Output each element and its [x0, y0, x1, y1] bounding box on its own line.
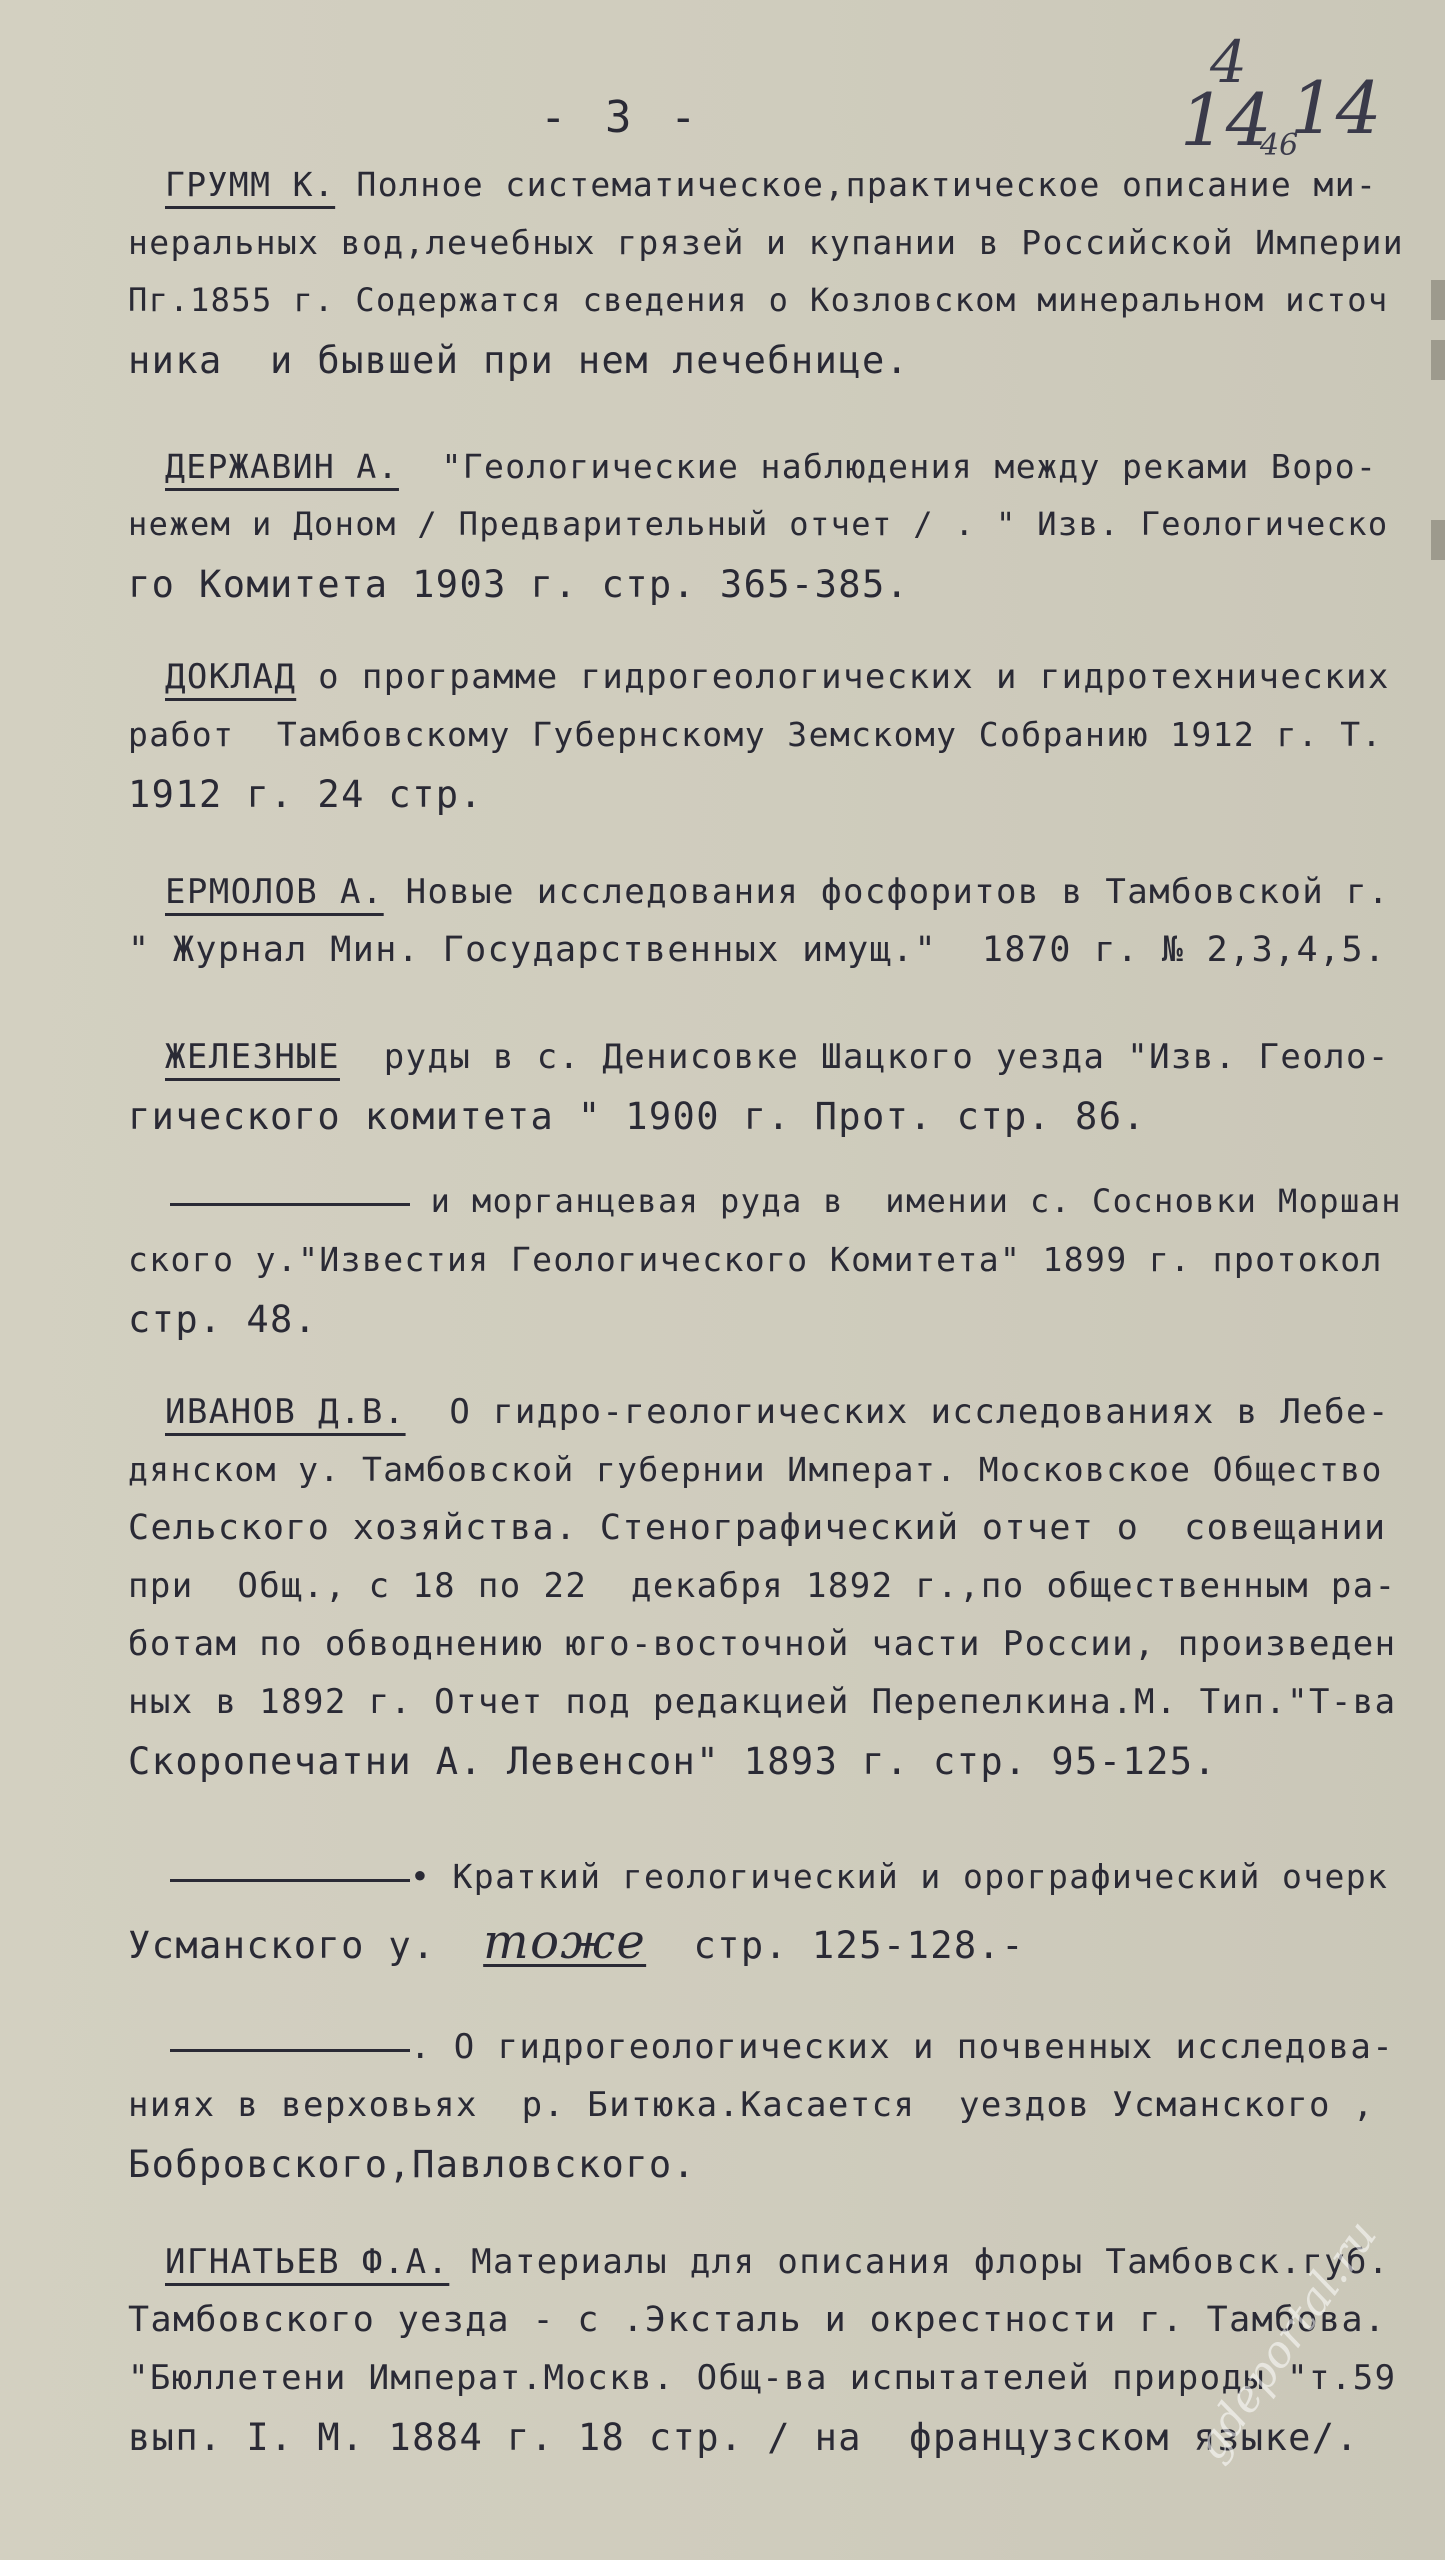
entry-text: "Геологические наблюдения между реками Воро- — [398, 447, 1378, 486]
entry-text: ниях в верховьях р. Битюка.Касается уездов Усманского , — [128, 2085, 1375, 2125]
entry-text: неральных вод,лечебных грязей и купании в Российской Империи — [128, 223, 1405, 262]
entry-text: Тамбовского уезда - с .Эксталь и окрестности г. Тамбова. — [128, 2300, 1387, 2340]
entry-line — [128, 1240, 1383, 1279]
entry-line — [128, 563, 910, 606]
entry-line — [165, 2242, 1390, 2282]
entry-text: О гидро-геологических исследованиях в Лебе- — [405, 1392, 1390, 1432]
entry-line — [128, 715, 1383, 754]
entry-line — [128, 281, 1389, 319]
ditto-dash — [170, 1203, 410, 1206]
entry-text: дянском у. Тамбовской губернии Императ. Московское Общество — [128, 1450, 1383, 1489]
entry-line — [170, 2027, 1395, 2067]
entry-text: ника и бывшей при нем лечебнице. — [128, 339, 910, 382]
watermark: gdeportal.ru — [1185, 2211, 1388, 2470]
entry-line — [128, 1682, 1397, 1722]
entry-line — [128, 1624, 1397, 1664]
page-number: - 3 - — [540, 92, 703, 143]
entry-line — [128, 2358, 1397, 2398]
entry-text: ского у."Известия Геологического Комитета" 1899 г. протокол — [128, 1240, 1383, 1279]
archive-mark-4: 46 — [1260, 128, 1299, 163]
entry-line — [165, 1392, 1390, 1432]
entry-text: 1912 г. 24 стр. — [128, 773, 484, 816]
entry-text: руды в с. Денисовке Шацкого уезда "Изв. Геоло- — [339, 1037, 1390, 1077]
entry-line — [128, 1450, 1383, 1489]
edge-mark — [1431, 340, 1445, 380]
entry-line — [128, 773, 484, 816]
entry-line — [128, 223, 1405, 262]
entry-author: ИГНАТЬЕВ Ф.А. — [165, 2242, 450, 2282]
entry-text: " Журнал Мин. Государственных имущ." 1870 г. № 2,3,4,5. — [128, 930, 1387, 970]
archive-mark-1: 4 — [1210, 28, 1247, 96]
entry-line — [128, 930, 1387, 970]
entry-text: • Краткий геологический и орографический очерк — [410, 1857, 1389, 1896]
archive-mark-3: 14 — [1290, 66, 1382, 150]
entry-author: ЕРМОЛОВ А. — [165, 872, 384, 912]
entry-line — [128, 2143, 697, 2186]
ditto-dash — [170, 2049, 410, 2052]
entry-author: ИВАНОВ Д.В. — [165, 1392, 406, 1432]
entry-line — [128, 1095, 1147, 1138]
handwritten-insertion: тоже — [483, 1914, 647, 1970]
entry-text-tail: стр. 125-128.- — [646, 1924, 1025, 1967]
entry-text: о программе гидрогеологических и гидротехнических — [296, 657, 1390, 697]
entry-text: работ Тамбовскому Губернскому Земскому Собранию 1912 г. Т. — [128, 715, 1383, 754]
entry-line — [128, 1914, 1025, 1970]
entry-text: Усманского у. — [128, 1924, 436, 1967]
entry-line — [170, 1182, 1402, 1220]
entry-line — [165, 657, 1390, 697]
entry-text: Пг.1855 г. Содержатся сведения о Козловском минеральном источ — [128, 281, 1389, 319]
edge-mark — [1431, 520, 1445, 560]
entry-line — [128, 339, 910, 382]
ditto-dash — [170, 1879, 410, 1882]
entry-text: и морганцевая руда в имении с. Сосновки Моршан — [410, 1182, 1402, 1220]
entry-text: при Общ., с 18 по 22 декабря 1892 г.,по общественным ра- — [128, 1566, 1397, 1606]
entry-author: ГРУММ К. — [165, 165, 336, 204]
entry-line — [128, 1298, 318, 1341]
entry-text: го Комитета 1903 г. стр. 365-385. — [128, 563, 910, 606]
entry-text: Бобровского,Павловского. — [128, 2143, 697, 2186]
entry-line — [170, 1857, 1389, 1896]
entry-line — [128, 2300, 1387, 2340]
entry-line — [128, 1566, 1397, 1606]
entry-line — [165, 872, 1390, 912]
entry-text: гического комитета " 1900 г. Прот. стр. 86. — [128, 1095, 1147, 1138]
entry-line — [165, 165, 1378, 204]
edge-mark — [1431, 280, 1445, 320]
entry-text: . О гидрогеологических и почвенных исследова- — [410, 2027, 1395, 2067]
entry-text: Полное систематическое,практическое описание ми- — [335, 165, 1378, 204]
entry-text: Скоропечатни А. Левенсон" 1893 г. стр. 95-125. — [128, 1740, 1218, 1783]
entry-author: ДЕРЖАВИН А. — [165, 447, 399, 486]
entry-author: ЖЕЛЕЗНЫЕ — [165, 1037, 340, 1077]
entry-line — [128, 1740, 1218, 1783]
entry-text: Сельского хозяйства. Стенографический отчет о совещании — [128, 1508, 1387, 1548]
entry-line — [165, 1037, 1390, 1077]
entry-line — [165, 447, 1378, 486]
archive-handwritten-mark — [1140, 28, 1382, 163]
entry-author: ДОКЛАД — [165, 657, 297, 697]
entry-text: вып. I. М. 1884 г. 18 стр. / на французском языке/. — [128, 2416, 1360, 2459]
archive-mark-2: 14 — [1180, 78, 1272, 162]
entry-text: Новые исследования фосфоритов в Тамбовской г. — [383, 872, 1390, 912]
entry-text: "Бюллетени Императ.Москв. Общ-ва испытателей природы "т.59 — [128, 2358, 1397, 2398]
entry-line — [128, 2085, 1375, 2125]
entry-line — [128, 2416, 1360, 2459]
entry-text: нежем и Доном / Предварительный отчет / . " Изв. Геологическо — [128, 505, 1389, 543]
entry-line — [128, 505, 1389, 543]
entry-text: стр. 48. — [128, 1298, 318, 1341]
entry-text: ных в 1892 г. Отчет под редакцией Перепелкина.М. Тип."Т-ва — [128, 1682, 1397, 1722]
entry-text: ботам по обводнению юго-восточной части России, произведен — [128, 1624, 1397, 1664]
entry-text: Материалы для описания флоры Тамбовск.губ. — [449, 2242, 1390, 2282]
entry-line — [128, 1508, 1387, 1548]
